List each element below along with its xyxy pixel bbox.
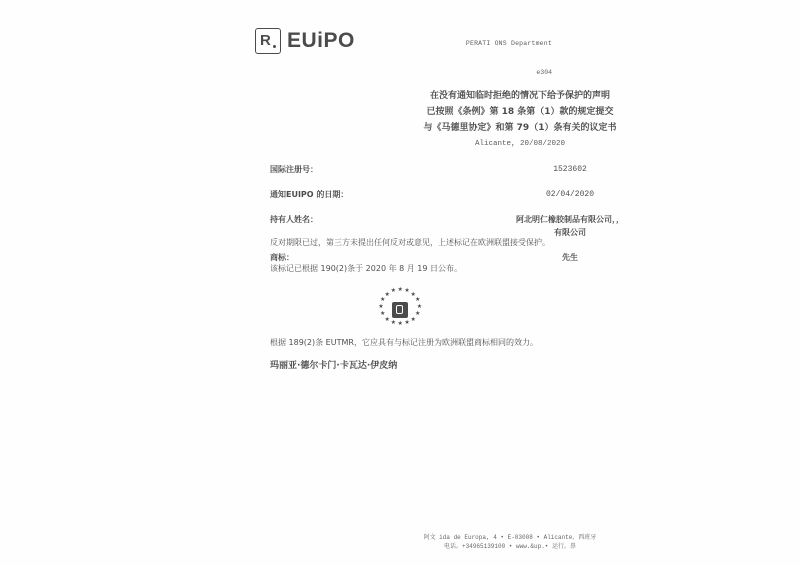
document-number: e304 <box>536 69 552 76</box>
holder-name-line-2: 有限公司 <box>554 228 586 237</box>
signature-name: 玛丽亚·德尔卡门·卡瓦达·伊皮纳 <box>270 361 398 371</box>
field-label-registration-number: 国际注册号： <box>270 165 318 174</box>
paragraph-effect: 根据 189(2)条 EUTMR，它应具有与标记注册为欧洲联盟商标相同的效力。 <box>270 338 538 347</box>
eu-emblem-center <box>392 302 408 318</box>
field-value-notification-date: 02/04/2020 <box>545 190 594 199</box>
field-row <box>270 163 770 176</box>
logo-dot <box>273 45 276 48</box>
field-value-trademark: 先生 <box>562 253 578 262</box>
field-label-trademark: 商标： <box>270 253 294 262</box>
title-line-2: 已按照《条例》第 18 条第（1）款的规定提交 <box>426 107 614 117</box>
scan-tint-overlay <box>120 0 680 565</box>
place-and-date: Alicante, 20/08/2020 <box>474 140 565 148</box>
title-line-3: 与《马德里协定》和第 79（1）条有关的议定书 <box>423 123 617 133</box>
field-value-registration-number: 1523602 <box>553 165 587 174</box>
field-list <box>270 163 770 276</box>
field-label-holder-name: 持有人姓名： <box>270 215 318 224</box>
field-row <box>270 188 770 201</box>
eu-stars-ring: ★ ★ ★ ★ ★ ★ ★ ★ ★ ★ ★ ★ ★ ★ ★ ★ <box>378 287 423 328</box>
field-label-notification-date: 通知EUIPO 的日期： <box>270 190 349 199</box>
footer-contact: 电话。+34965139100 • www.&up.• 运行。鼻 <box>443 543 576 550</box>
holder-name-line-1: 阿北明仁橡胶制品有限公司，， <box>516 215 624 224</box>
document-sheet <box>120 0 680 565</box>
euipo-wordmark: EUiPO <box>287 29 355 52</box>
paragraph-publication: 该标记已根据 190(2)条于 2020 年 8 月 19 日公布。 <box>270 264 463 273</box>
footer-address: 阿文 ida de Europa, 4 • E-03008 • Alicante、西班牙 <box>423 534 597 541</box>
eu-emblem-icon <box>378 288 422 332</box>
euipo-logo <box>255 28 355 54</box>
paragraph-opposition: 反对期限已过，第三方未提出任何反对或意见，上述标记在欧洲联盟接受保护。 <box>270 238 550 247</box>
document-title <box>280 88 760 136</box>
footer <box>300 533 720 551</box>
title-line-1: 在没有通知临时拒绝的情况下给予保护的声明 <box>429 91 610 101</box>
logo-letter: R <box>260 32 271 49</box>
euipo-logo-mark-icon <box>255 28 281 54</box>
department-label: PERATI ONS Department <box>465 40 552 47</box>
